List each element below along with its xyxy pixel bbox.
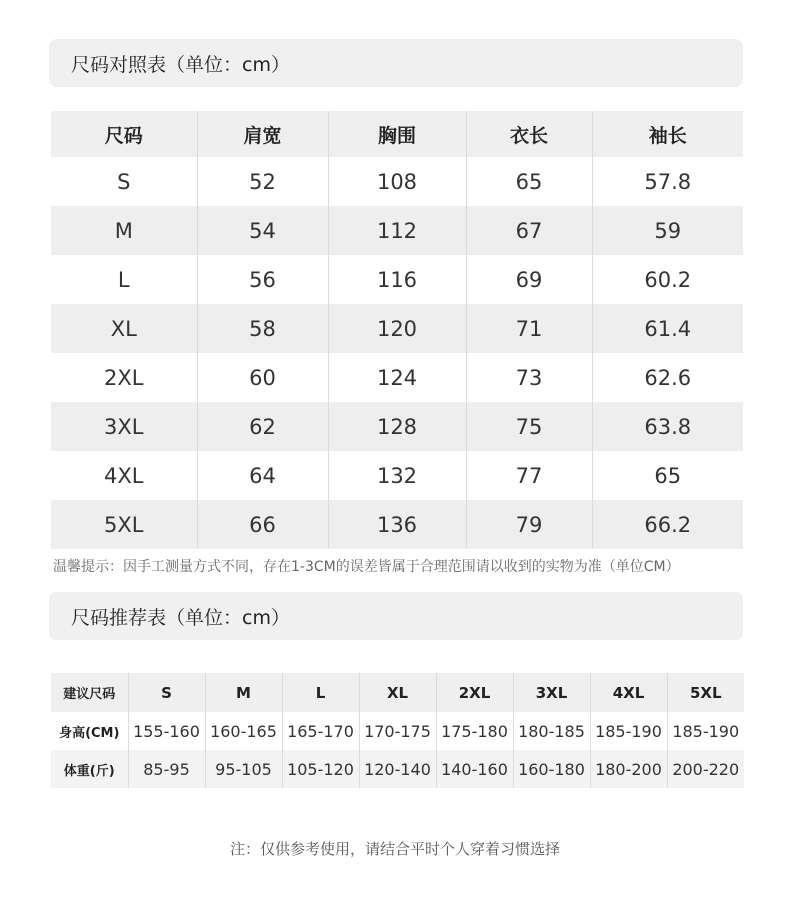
table-cell: 65 bbox=[466, 157, 592, 206]
size-cell: S bbox=[128, 673, 205, 712]
recommend-chart-title-text: 尺码推荐表（单位：cm） bbox=[71, 606, 290, 629]
weight-cell: 180-200 bbox=[590, 750, 667, 788]
weight-cell: 200-220 bbox=[667, 750, 744, 788]
recommend-chart-table bbox=[51, 673, 744, 788]
column-header: 尺码 bbox=[104, 124, 143, 147]
weight-cell: 140-160 bbox=[436, 750, 513, 788]
table-cell: 62.6 bbox=[592, 353, 743, 402]
table-cell: 57.8 bbox=[592, 157, 743, 206]
table-cell: 64 bbox=[197, 451, 328, 500]
measurement-tip: 温馨提示：因手工测量方式不同，存在1-3CM的误差皆属于合理范围请以收到的实物为准（单位CM） bbox=[53, 559, 680, 575]
table-cell: 108 bbox=[328, 157, 466, 206]
table-cell: 60 bbox=[197, 353, 328, 402]
size-cell: M bbox=[205, 673, 282, 712]
table-cell: 124 bbox=[328, 353, 466, 402]
table-cell: 61.4 bbox=[592, 304, 743, 353]
table-cell: 136 bbox=[328, 500, 466, 549]
table-row bbox=[51, 157, 743, 206]
table-row bbox=[51, 451, 743, 500]
size-cell: 5XL bbox=[667, 673, 744, 712]
table-cell: L bbox=[117, 267, 130, 292]
table-cell: 65 bbox=[592, 451, 743, 500]
column-header: 衣长 bbox=[466, 111, 592, 157]
table-cell: 2XL bbox=[104, 365, 144, 390]
table-cell: 52 bbox=[197, 157, 328, 206]
table-cell: 4XL bbox=[104, 463, 144, 488]
height-cell: 185-190 bbox=[590, 712, 667, 750]
table-cell: 63.8 bbox=[592, 402, 743, 451]
column-header: 肩宽 bbox=[197, 111, 328, 157]
weight-cell: 85-95 bbox=[128, 750, 205, 788]
table-cell: 66 bbox=[197, 500, 328, 549]
height-cell: 160-165 bbox=[205, 712, 282, 750]
table-row bbox=[51, 500, 743, 549]
table-cell: 75 bbox=[466, 402, 592, 451]
table-cell: 3XL bbox=[104, 414, 144, 439]
table-cell: 59 bbox=[592, 206, 743, 255]
height-cell: 155-160 bbox=[128, 712, 205, 750]
table-cell: 54 bbox=[197, 206, 328, 255]
table-cell: 71 bbox=[466, 304, 592, 353]
size-chart-title-text: 尺码对照表（单位：cm） bbox=[71, 53, 290, 76]
height-cell: 180-185 bbox=[513, 712, 590, 750]
table-cell: 69 bbox=[466, 255, 592, 304]
size-chart-table bbox=[51, 111, 743, 549]
size-cell: 2XL bbox=[436, 673, 513, 712]
row-label: 身高(CM) bbox=[59, 725, 120, 741]
weight-cell: 95-105 bbox=[205, 750, 282, 788]
size-chart-header-row bbox=[51, 111, 743, 157]
table-cell: 56 bbox=[197, 255, 328, 304]
table-cell: 128 bbox=[328, 402, 466, 451]
height-cell: 185-190 bbox=[667, 712, 744, 750]
column-header: 袖长 bbox=[592, 111, 743, 157]
table-cell: XL bbox=[110, 316, 137, 341]
table-cell: 67 bbox=[466, 206, 592, 255]
table-cell: 116 bbox=[328, 255, 466, 304]
table-cell: 60.2 bbox=[592, 255, 743, 304]
weight-cell: 120-140 bbox=[359, 750, 436, 788]
row-label: 建议尺码 bbox=[63, 687, 116, 702]
table-row bbox=[51, 353, 743, 402]
weight-row bbox=[51, 750, 744, 788]
table-cell: 79 bbox=[466, 500, 592, 549]
size-cell: 4XL bbox=[590, 673, 667, 712]
table-row bbox=[51, 206, 743, 255]
size-cell: L bbox=[282, 673, 359, 712]
height-cell: 170-175 bbox=[359, 712, 436, 750]
table-cell: 62 bbox=[197, 402, 328, 451]
height-cell: 175-180 bbox=[436, 712, 513, 750]
table-cell: 120 bbox=[328, 304, 466, 353]
table-row bbox=[51, 304, 743, 353]
table-cell: 132 bbox=[328, 451, 466, 500]
weight-cell: 105-120 bbox=[282, 750, 359, 788]
table-cell: 66.2 bbox=[592, 500, 743, 549]
height-row bbox=[51, 712, 744, 750]
recommend-header-row bbox=[51, 673, 744, 712]
height-cell: 165-170 bbox=[282, 712, 359, 750]
row-label: 体重(斤) bbox=[63, 763, 115, 779]
size-chart-title bbox=[49, 39, 743, 87]
table-cell: 58 bbox=[197, 304, 328, 353]
usage-note: 注：仅供参考使用，请结合平时个人穿着习惯选择 bbox=[229, 840, 560, 858]
size-cell: XL bbox=[359, 673, 436, 712]
table-row bbox=[51, 402, 743, 451]
size-cell: 3XL bbox=[513, 673, 590, 712]
weight-cell: 160-180 bbox=[513, 750, 590, 788]
table-cell: 77 bbox=[466, 451, 592, 500]
table-cell: S bbox=[117, 169, 131, 194]
table-row bbox=[51, 255, 743, 304]
table-cell: M bbox=[114, 218, 133, 243]
table-cell: 5XL bbox=[104, 512, 144, 537]
table-cell: 73 bbox=[466, 353, 592, 402]
column-header: 胸围 bbox=[328, 111, 466, 157]
recommend-chart-title bbox=[49, 592, 743, 640]
table-cell: 112 bbox=[328, 206, 466, 255]
